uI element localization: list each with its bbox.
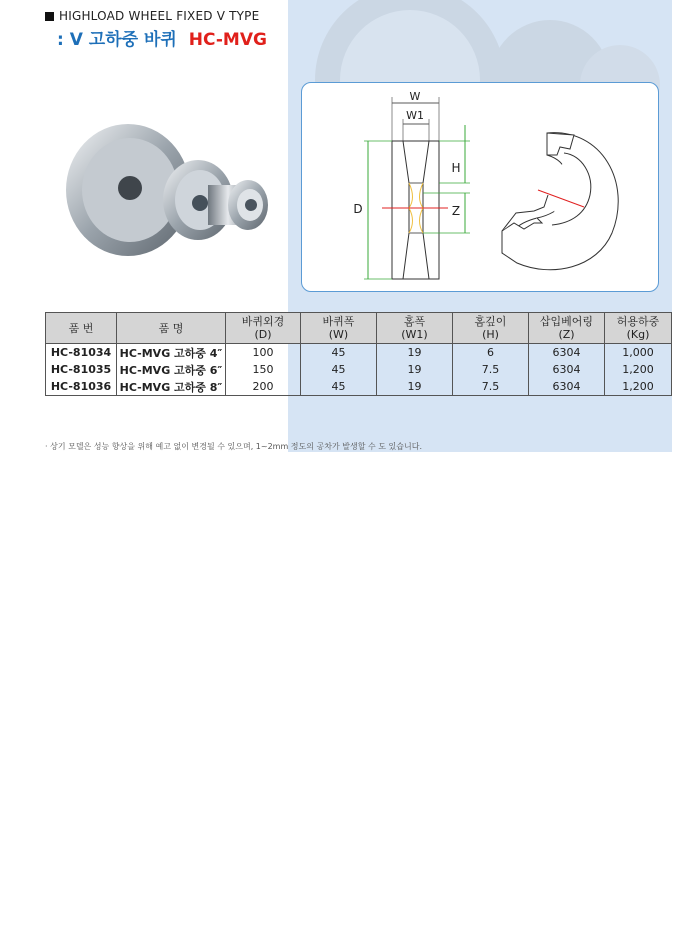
diagram-label-h: H	[451, 161, 461, 175]
col-header-diameter: 바퀴외경 (D)	[226, 313, 301, 344]
cell-groove-width: 19	[377, 344, 453, 362]
col-header-part-no: 품 번	[46, 313, 117, 344]
product-title-text: : V 고하중 바퀴	[57, 30, 177, 50]
cell-product-name: HC-MVG 고하중 6″	[117, 361, 226, 378]
cell-width: 45	[301, 378, 377, 396]
cutaway-wheel-drawing	[502, 133, 618, 270]
cell-part-no: HC-81036	[46, 378, 117, 396]
cell-bearing: 6304	[529, 378, 605, 396]
cell-product-name: HC-MVG 고하중 8″	[117, 378, 226, 396]
product-subtitle: HIGHLOAD WHEEL FIXED V TYPE	[59, 9, 260, 23]
cell-groove-depth: 6	[453, 344, 529, 362]
table-header-row	[46, 313, 672, 344]
dimension-diagram	[301, 82, 659, 292]
cell-groove-depth: 7.5	[453, 378, 529, 396]
col-header-product-name: 품 명	[117, 313, 226, 344]
cell-load: 1,000	[605, 344, 672, 362]
table-row	[46, 344, 672, 362]
cell-groove-width: 19	[377, 361, 453, 378]
cell-width: 45	[301, 361, 377, 378]
cell-load: 1,200	[605, 361, 672, 378]
cell-diameter: 100	[226, 344, 301, 362]
col-header-groove-width: 홈폭 (W1)	[377, 313, 453, 344]
cell-groove-depth: 7.5	[453, 361, 529, 378]
col-header-groove-depth: 홈깊이 (H)	[453, 313, 529, 344]
cell-bearing: 6304	[529, 361, 605, 378]
table-row	[46, 361, 672, 378]
disclaimer-note: · 상기 모델은 성능 향상을 위해 예고 없이 변경될 수 있으며, 1~2mm 정도의 공차가 발생할 수 도 있습니다.	[45, 442, 422, 451]
cell-part-no: HC-81035	[46, 361, 117, 378]
cell-bearing: 6304	[529, 344, 605, 362]
cell-diameter: 200	[226, 378, 301, 396]
cell-product-name: HC-MVG 고하중 4″	[117, 344, 226, 362]
spec-table	[45, 312, 672, 396]
diagram-label-d: D	[353, 202, 363, 216]
cell-groove-width: 19	[377, 378, 453, 396]
cell-load: 1,200	[605, 378, 672, 396]
background-wheel-image	[300, 0, 672, 90]
col-header-load: 허용하중 (Kg)	[605, 313, 672, 344]
square-bullet-icon	[45, 12, 54, 21]
diagram-label-z: Z	[451, 204, 461, 218]
table-row	[46, 378, 672, 396]
col-header-bearing: 삽입베어링 (Z)	[529, 313, 605, 344]
col-header-width: 바퀴폭 (W)	[301, 313, 377, 344]
product-title	[57, 25, 267, 50]
product-code: HC-MVG	[188, 30, 267, 50]
cell-diameter: 150	[226, 361, 301, 378]
wheel-product-photo	[58, 105, 280, 265]
cell-width: 45	[301, 344, 377, 362]
diagram-label-w1: W1	[406, 109, 424, 122]
cell-part-no: HC-81034	[46, 344, 117, 362]
product-type-line	[45, 9, 267, 23]
header	[45, 9, 267, 50]
diagram-label-w: W	[409, 90, 421, 103]
